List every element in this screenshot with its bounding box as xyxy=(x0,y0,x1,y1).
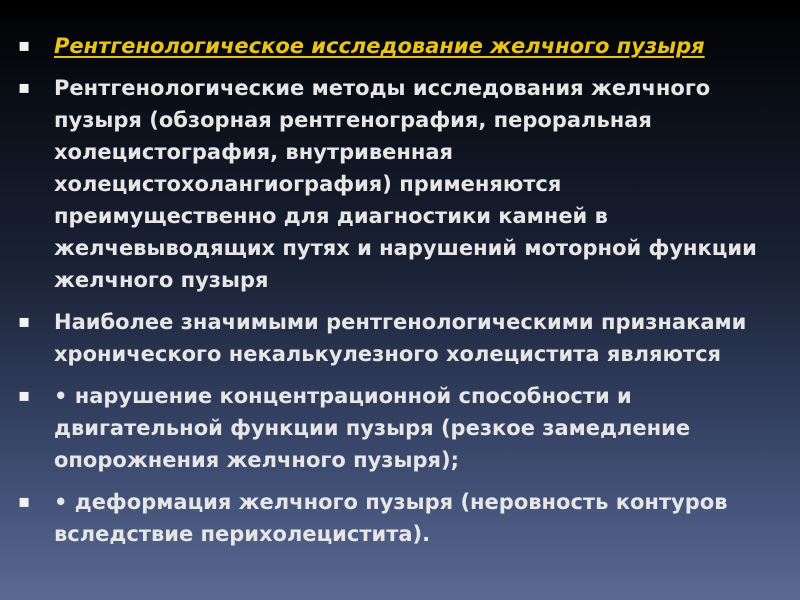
paragraph-sign-deformation xyxy=(18,486,778,550)
bullet-icon: ▪ xyxy=(18,311,31,332)
paragraph-methods xyxy=(18,72,778,296)
bullet-icon: ▪ xyxy=(18,35,31,56)
paragraph-text: Рентгенологические методы исследования желчного пузыря (обзорная рентгенография, пероральная холецистография, внутривенная холецистохолангиография) применяются преимущественно для диагностики камней в желчевыводящих путях и нарушений моторной функции желчного пузыря xyxy=(54,76,757,292)
title-item xyxy=(18,30,778,62)
slide-content xyxy=(18,30,778,560)
slide-title: Рентгенологическое исследование желчного пузыря xyxy=(54,34,705,58)
bullet-icon: ▪ xyxy=(18,77,31,98)
bullet-icon: ▪ xyxy=(18,491,31,512)
paragraph-text: Наиболее значимыми рентгенологическими признаками хронического некалькулезного холецистита являются xyxy=(54,310,747,366)
paragraph-text: • деформация желчного пузыря (неровность контуров вследствие перихолецистита). xyxy=(54,490,728,546)
bullet-icon: ▪ xyxy=(18,385,31,406)
paragraph-signs xyxy=(18,306,778,370)
paragraph-text: • нарушение концентрационной способности и двигательной функции пузыря (резкое замедление опорожнения желчного пузыря); xyxy=(54,384,691,472)
paragraph-sign-concentration xyxy=(18,380,778,476)
